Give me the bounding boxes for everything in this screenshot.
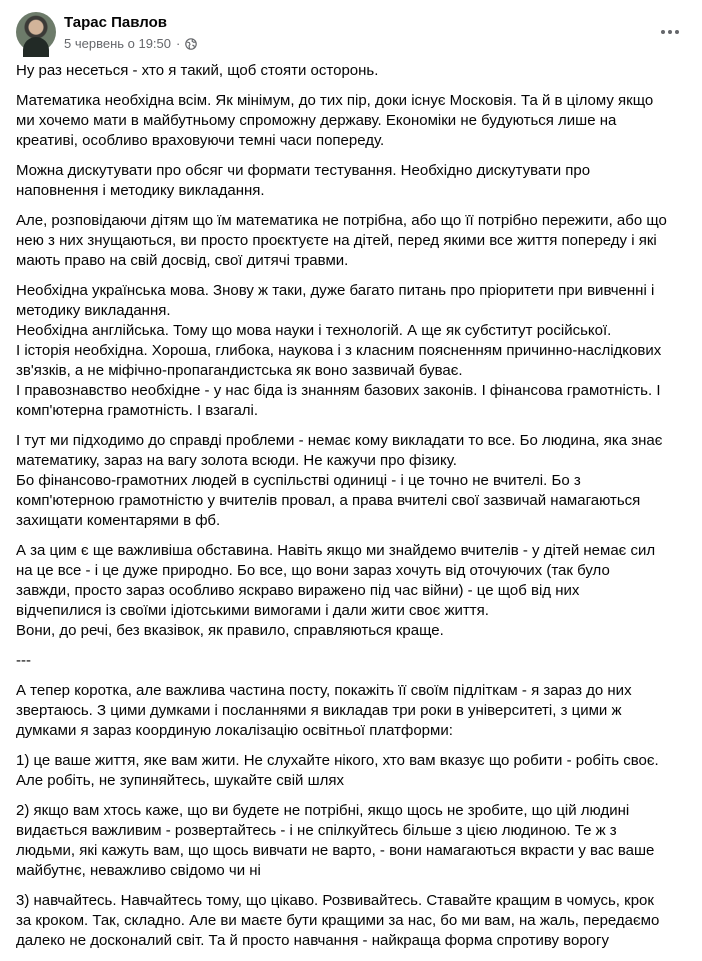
post-paragraph: 1) це ваше життя, яке вам жити. Не слухайте нікого, хто вам вказує що робити - робіть своє. Але робіть, не зупиняйтесь, шукайте свій шлях xyxy=(16,752,659,789)
post-meta xyxy=(64,36,197,51)
post-paragraph: А за цим є ще важливіша обставина. Навіть якщо ми знайдемо вчителів - у дітей немає сил на це все - і це дуже природно. Бо все, що вони зараз хочуть від оточуючих (так було завжди, просто зараз особливо яскраво виражено під час війни) - це щоб від них відчепилися із своїми ідіотськими вимогами і дали жити своє життя. Вони, до речі, без вказівок, як правило, справляються краще. xyxy=(16,542,656,639)
post-paragraph: 2) якщо вам хтось каже, що ви будете не потрібні, якщо щось не зробите, що цій людині видається важливим - розвертайтесь - і не спілкуйтесь більше з цією людиною. Те ж з людьми, які кажуть вам, що щось вивчати не варто, - вони намагаються вкрасти у вас ваше майбутнє, неважливо свідомо чи ні xyxy=(16,802,655,879)
post-separator: --- xyxy=(16,652,31,669)
post-date[interactable]: 5 червень о 19:50 xyxy=(64,36,172,51)
post-paragraph: Але, розповідаючи дітям що їм математика не потрібна, або що її потрібно пережити, або що нею з них знущаються, ви просто проєктуєте на дітей, перед якими все життя попереду і які мають право на свій досвід, свої дитячі травми. xyxy=(16,212,667,269)
post-paragraph: 3) навчайтесь. Навчайтесь тому, що цікаво. Розвивайтесь. Ставайте кращим в чомусь, крок за кроком. Так, складно. Але ви маєте бути кращими за нас, бо ми вам, на жаль, передаємо далеко не досконалий світ. Та й просто навчання - найкраща форма спротиву ворогу xyxy=(16,892,660,949)
post-header xyxy=(16,12,686,54)
avatar[interactable] xyxy=(16,12,56,52)
post-paragraph: А тепер коротка, але важлива частина посту, покажіть її своїм підліткам - я зараз до них звертаюсь. З цими думками і посланнями я викладав три роки в університеті, з цими ж думками я зараз координую локалізацію освітньої платформи: xyxy=(16,682,632,739)
meta-separator: · xyxy=(176,36,181,51)
post-paragraph: Математика необхідна всім. Як мінімум, до тих пір, доки існує Московія. Та й в цілому якщо ми хочемо мати в майбутньому спроможну державу. Економіки не будуються лише на креативі, особливо враховуючи темні часи попереду. xyxy=(16,92,654,149)
more-options-button[interactable] xyxy=(654,18,686,46)
post-body xyxy=(16,61,688,961)
globe-icon xyxy=(185,38,197,50)
post-paragraph: Можна дискутувати про обсяг чи формати тестування. Необхідно дискутувати про наповнення і методику викладання. xyxy=(16,162,591,199)
avatar-figure xyxy=(23,37,49,57)
post-paragraph: Ну раз несеться - хто я такий, щоб стояти осторонь. xyxy=(16,62,379,79)
post-paragraph: І тут ми підходимо до справді проблеми - немає кому викладати то все. Бо людина, яка знає математику, зараз на вагу золота всюди. Не кажучи про фізику. Бо фінансово-грамотних людей в суспільстві одиниці - і це точно не вчителі. Бо з комп'ютерною грамотністю у вчителів провал, а права вчителі свої зазвичай намагаються захищати коментарями в фб. xyxy=(16,432,663,529)
more-dots-icon xyxy=(660,29,680,35)
author-name[interactable]: Тарас Павлов xyxy=(64,14,168,31)
post-paragraph: Необхідна українська мова. Знову ж таки, дуже багато питань про пріоритети при вивченні і методику викладання. Необхідна англійська. Тому що мова науки і технологій. А ще як субститут російської. І історія необхідна. Хороша, глибока, наукова і з класним поясненням причинно-наслідкових зв'язків, а не міфічно-пропагандистська як воно зазвичай буває. І правознавство необхідне - у нас біда із знанням базових законів. І фінансова грамотність. І комп'ютерна грамотність. І взагалі. xyxy=(16,282,662,419)
